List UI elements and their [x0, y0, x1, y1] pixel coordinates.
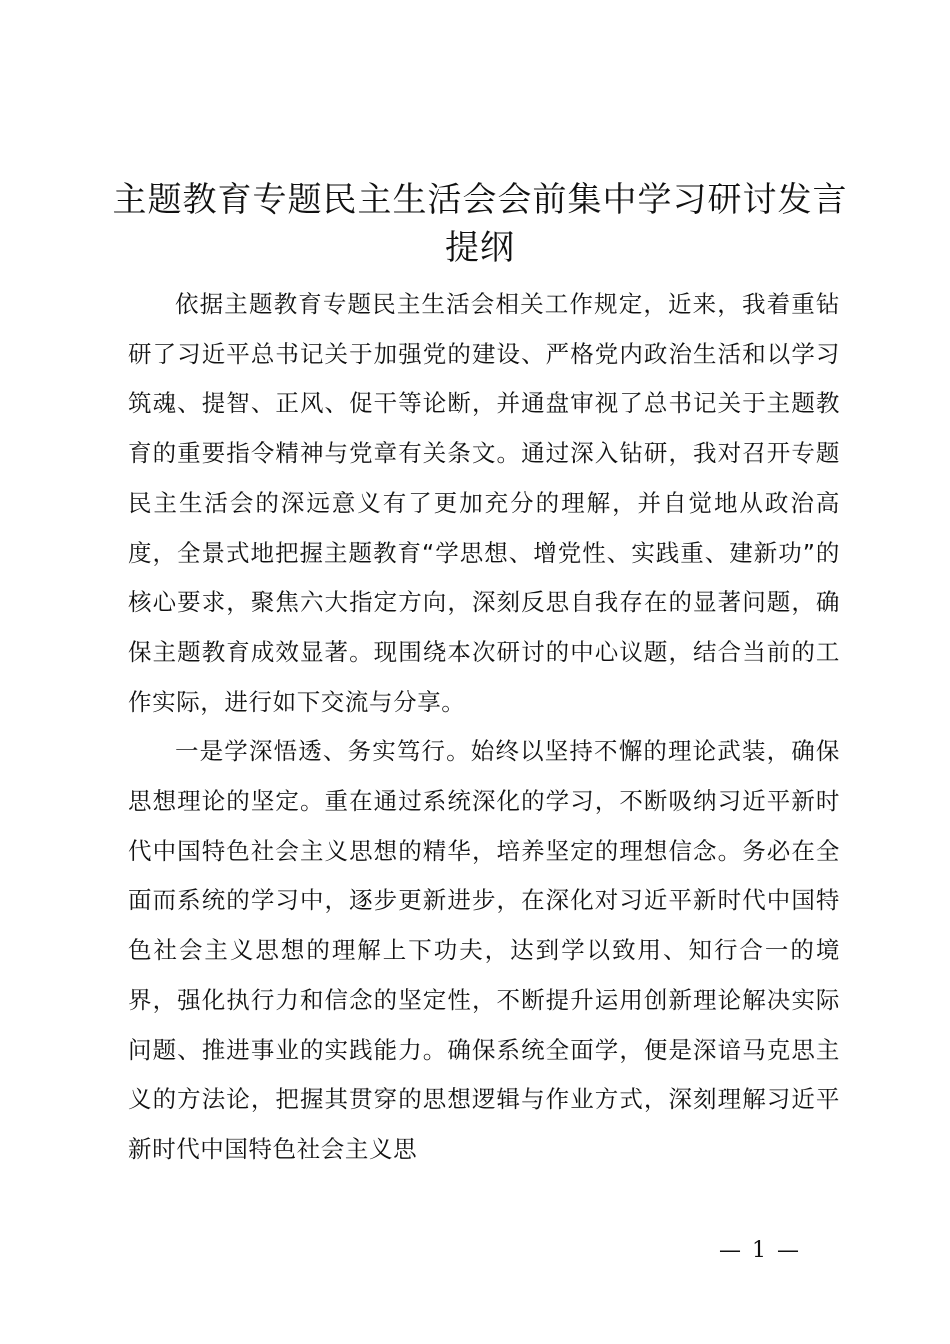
document-title: 主题教育专题民主生活会会前集中学习研讨发言提纲 [112, 180, 848, 268]
document-body [128, 280, 840, 1175]
page-number: — 1 — [719, 1238, 801, 1263]
paragraph-intro: 依据主题教育专题民主生活会相关工作规定，近来，我着重钻研了习近平总书记关于加强党的建设、严格党内政治生活和以学习筑魂、提智、正风、促干等论断，并通盘审视了总书记关于主题教育的重要指令精神与党章有关条文。通过深入钻研，我对召开专题民主生活会的深远意义有了更加充分的理解，并自觉地从政治高度，全景式地把握主题教育“学思想、增党性、实践重、建新功”的核心要求，聚焦六大指定方向，深刻反思自我存在的显著问题，确保主题教育成效显著。现围绕本次研讨的中心议题，结合当前的工作实际，进行如下交流与分享。 [128, 290, 840, 716]
paragraph-point-one: 一是学深悟透、务实笃行。始终以坚持不懈的理论武装，确保思想理论的坚定。重在通过系统深化的学习，不断吸纳习近平新时代中国特色社会主义思想的精华，培养坚定的理想信念。务必在全面而系统的学习中，逐步更新进步，在深化对习近平新时代中国特色社会主义思想的理解上下功夫，达到学以致用、知行合一的境界，强化执行力和信念的坚定性，不断提升运用创新理论解决实际问题、推进事业的实践能力。确保系统全面学，便是深谙马克思主义的方法论，把握其贯穿的思想逻辑与作业方式，深刻理解习近平新时代中国特色社会主义思 [128, 737, 840, 1163]
